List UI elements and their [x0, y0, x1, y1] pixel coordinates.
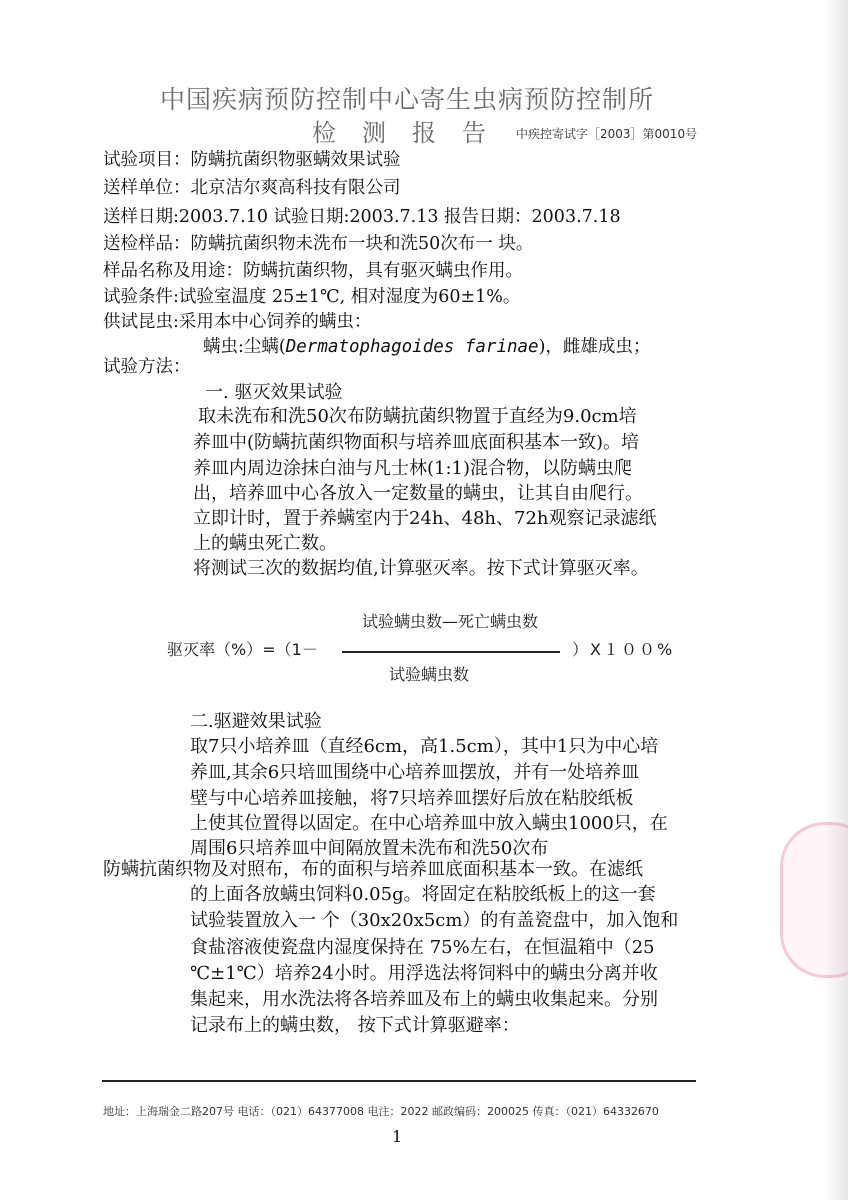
section1-line: 养皿中(防螨抗菌织物面积与培养皿底面积基本一致)。培 — [193, 432, 640, 453]
section1-line: 养皿内周边涂抹白油与凡士林(1:1)混合物，以防螨虫爬 — [193, 458, 633, 479]
section2-line: 养皿,其余6只培皿围绕中心培养皿摆放，并有一处培养皿 — [190, 762, 640, 783]
formula-numerator: 试验螨虫数—死亡螨虫数 — [362, 612, 539, 631]
red-seal-stamp-fragment — [780, 822, 848, 978]
info-samples: 送检样品：防螨抗菌织物未洗布一块和洗50次布一 块。 — [103, 234, 534, 254]
section1-line: 立即计时，置于养螨室内于24h、48h、72h观察记录滤纸 — [193, 508, 657, 529]
report-title: 检测报告 — [312, 119, 512, 147]
method-label: 试验方法： — [103, 357, 191, 377]
info-mite-species: 螨虫:尘螨(Dermatophagoides farinae)，雌雄成虫； — [203, 337, 651, 357]
section1-line: 取未洗布和洗50次布防螨抗菌织物置于直经为9.0cm培 — [198, 406, 637, 427]
organization-title: 中国疾病预防控制中心寄生虫病预防控制所 — [160, 85, 655, 114]
section1-heading: 一. 驱灭效果试验 — [205, 382, 343, 403]
info-insects: 供试昆虫:采用本中心饲养的螨虫： — [103, 312, 372, 332]
formula-rhs: ）X１００% — [572, 640, 675, 659]
info-conditions: 试验条件:试验室温度 25±1℃, 相对湿度为60±1%。 — [103, 287, 521, 307]
formula-denominator: 试验螨虫数 — [389, 665, 470, 684]
section2-outdent-line: 防螨抗菌织物及对照布，布的面积与培养皿底面积基本一致。在滤纸 — [103, 859, 643, 880]
info-submitting-unit: 送样单位：北京洁尔爽高科技有限公司 — [103, 178, 401, 198]
section2-line: 食盐溶液使瓷盘内湿度保持在 75%左右，在恒温箱中（25 — [190, 937, 655, 958]
scan-edge-shadow — [824, 0, 848, 1200]
info-sample-name: 样品名称及用途：防螨抗菌织物，具有驱灭螨虫作用。 — [103, 261, 523, 281]
info-test-item: 试验项目：防螨抗菌织物驱螨效果试验 — [103, 150, 401, 170]
footer-divider — [102, 1080, 696, 1082]
section1-line: 出，培养皿中心各放入一定数量的螨虫，让其自由爬行。 — [193, 483, 643, 504]
section1-line: 将测试三次的数据均值,计算驱灭率。按下式计算驱灭率。 — [193, 558, 649, 579]
section2-line: 壁与中心培养皿接触，将7只培养皿摆好后放在粘胶纸板 — [190, 788, 634, 809]
section2-line: 试验装置放入一 个（30x20x5cm）的有盖瓷盘中，加入饱和 — [190, 910, 679, 931]
section1-line: 上的螨虫死亡数。 — [193, 533, 337, 554]
latin-species-name: Dermatophagoides farinae — [285, 337, 539, 357]
section2-line: 集起来，用水洗法将各培养皿及布上的螨虫收集起来。分别 — [190, 989, 658, 1010]
section2-line: 的上面各放螨虫饲料0.05g。将固定在粘胶纸板上的这一套 — [190, 884, 656, 905]
fraction-bar — [342, 651, 560, 653]
page-number: 1 — [392, 1127, 403, 1146]
formula-lhs: 驱灭率（%）=（1－ — [167, 640, 318, 659]
section2-line: 取7只小培养皿（直经6cm，高1.5cm），其中1只为中心培 — [190, 736, 659, 757]
section2-line: 记录布上的螨虫数， 按下式计算驱避率： — [190, 1015, 520, 1036]
footer-address: 地址：上海瑞金二路207号 电话：（021）64377008 电注：2022 邮政编码：200025 传真：（021）64332670 — [103, 1105, 659, 1118]
section2-heading: 二.驱避效果试验 — [190, 711, 322, 732]
section2-line: 周围6只培养皿中间隔放置未洗布和洗50次布 — [190, 838, 549, 859]
section2-line: 上使其位置得以固定。在中心培养皿中放入螨虫1000只，在 — [190, 813, 668, 834]
document-number: 中疾控寄试字［2003］第0010号 — [516, 127, 698, 141]
section2-line: ℃±1℃）培养24小时。用浮选法将饲料中的螨虫分离并收 — [190, 963, 658, 984]
info-dates: 送样日期:2003.7.10 试验日期:2003.7.13 报告日期：2003.7.18 — [103, 207, 621, 227]
